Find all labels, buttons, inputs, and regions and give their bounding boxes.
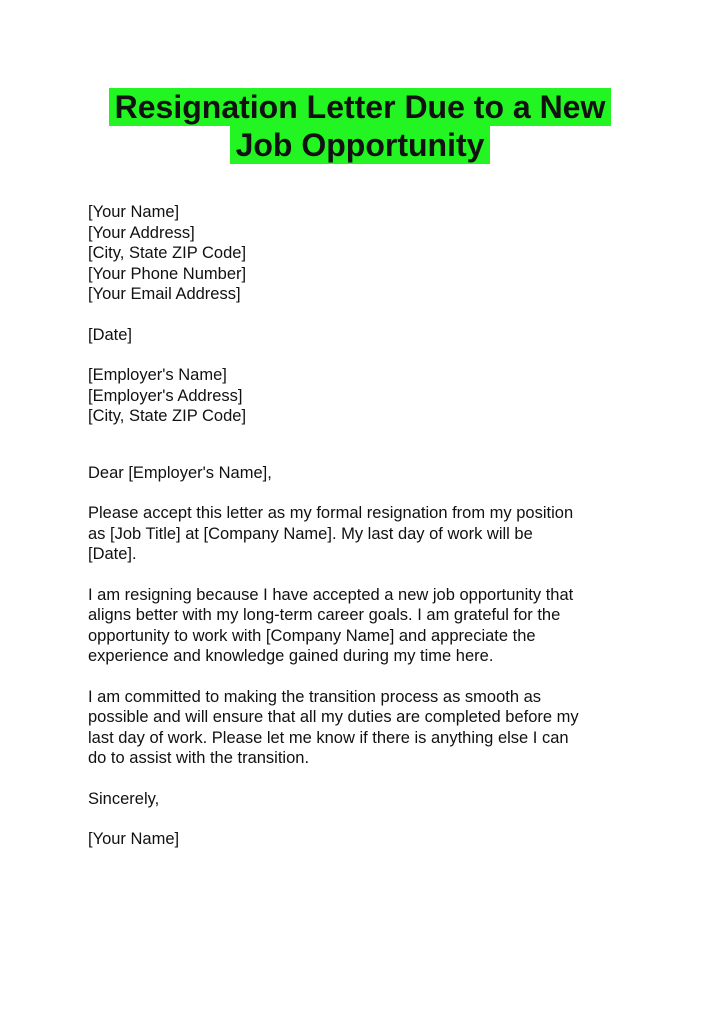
recipient-city: [City, State ZIP Code] [88,407,247,425]
title-line-1: Resignation Letter Due to a New [109,88,612,126]
sender-address: [Your Address] [88,223,195,242]
paragraph-line: [Date]. [88,545,137,563]
paragraph-3 [88,687,648,769]
sender-block [88,202,648,305]
paragraph-line: opportunity to work with [Company Name] and appreciate the [88,626,536,645]
letter-body [88,202,648,850]
recipient-block [88,365,648,427]
paragraph-1 [88,503,648,565]
recipient-address: [Employer's Address] [88,386,243,405]
sender-city: [City, State ZIP Code] [88,244,247,262]
paragraph-line: experience and knowledge gained during my time here. [88,647,494,665]
paragraph-2 [88,585,648,667]
letter-title [0,88,720,164]
title-line-2: Job Opportunity [230,126,491,164]
sender-phone: [Your Phone Number] [88,264,247,283]
salutation: Dear [Employer's Name], [88,463,272,482]
letter-date: [Date] [88,325,133,344]
sender-name: [Your Name] [88,203,180,221]
paragraph-line: last day of work. Please let me know if there is anything else I can [88,728,569,747]
paragraph-line: I am committed to making the transition process as smooth as [88,687,542,706]
sender-email: [Your Email Address] [88,285,241,303]
paragraph-line: I am resigning because I have accepted a new job opportunity that [88,585,574,604]
closing: Sincerely, [88,789,160,808]
paragraph-line: Please accept this letter as my formal resignation from my position [88,504,574,522]
recipient-name: [Employer's Name] [88,366,227,384]
paragraph-line: as [Job Title] at [Company Name]. My last day of work will be [88,524,533,543]
signature: [Your Name] [88,830,180,848]
paragraph-line: do to assist with the transition. [88,749,310,767]
paragraph-line: aligns better with my long-term career goals. I am grateful for the [88,606,561,624]
paragraph-line: possible and will ensure that all my duties are completed before my [88,708,579,726]
